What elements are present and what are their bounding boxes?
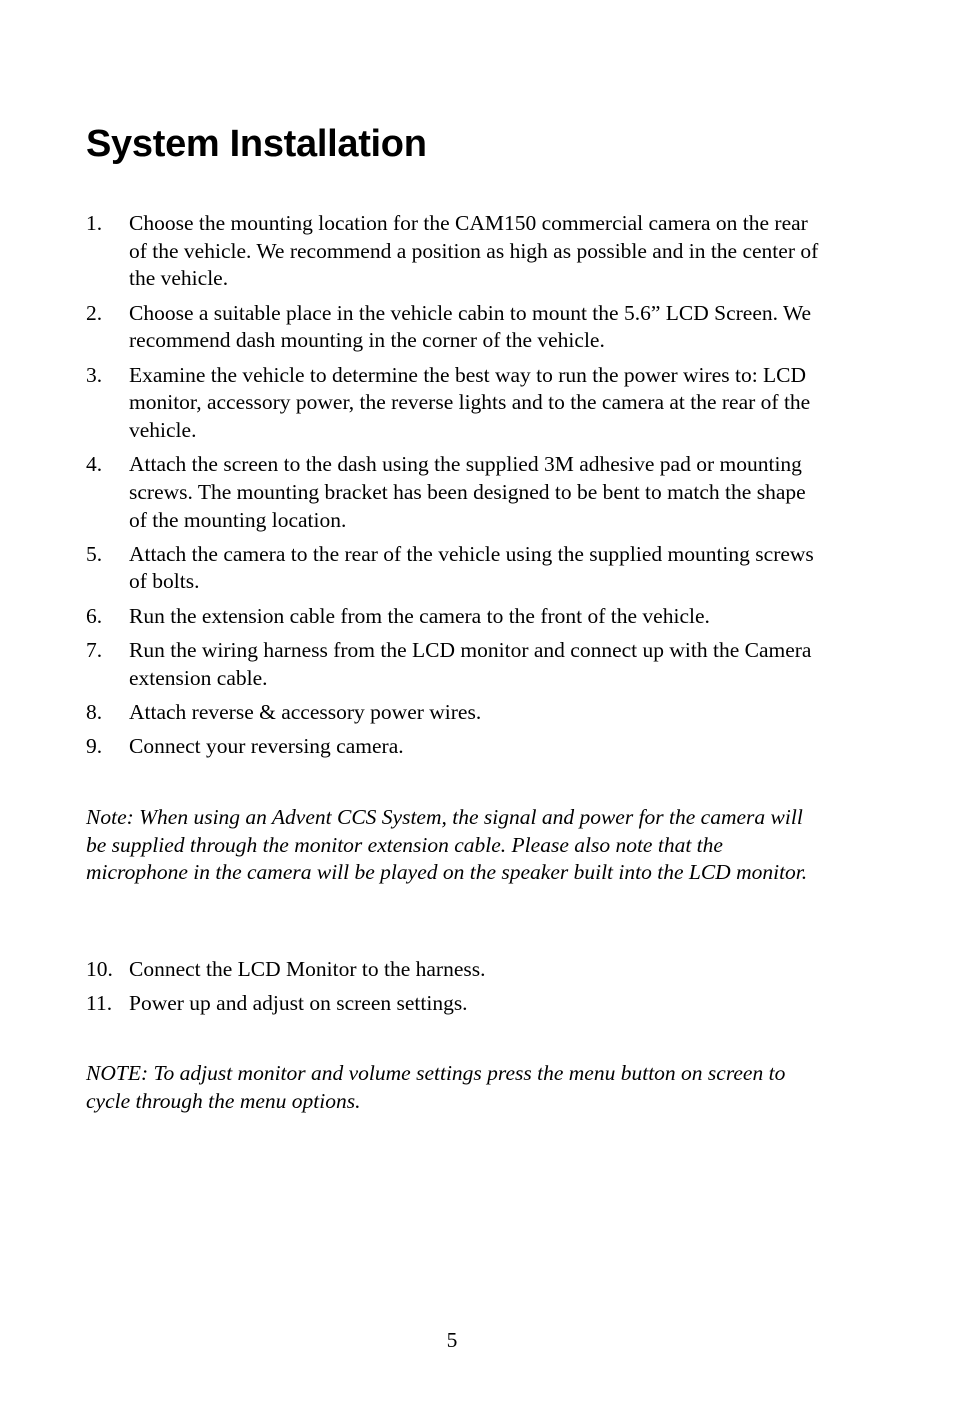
- step-number: 10.: [86, 957, 113, 981]
- step-number: 1.: [86, 211, 103, 235]
- step-text: Attach the screen to the dash using the supplied 3M adhesive pad or mounting screws. The mounting bracket has been designed to be bent to match the shape of the mounting location.: [129, 452, 806, 532]
- step-item: [86, 300, 826, 355]
- step-text: Connect the LCD Monitor to the harness.: [129, 957, 486, 981]
- step-number: 4.: [86, 452, 103, 477]
- step-item: [86, 699, 826, 727]
- step-item: [86, 990, 826, 1018]
- step-text: Attach reverse & accessory power wires.: [129, 699, 482, 724]
- ccs-system-note: Note: When using an Advent CCS System, the signal and power for the camera will be supplied through the monitor extension cable. Please also note that the microphone in the camera will be played on the speaker built into the LCD monitor.: [86, 805, 808, 885]
- step-item: [86, 637, 826, 692]
- page-number: 5: [446, 1328, 458, 1352]
- step-item: [86, 210, 826, 293]
- step-text: Power up and adjust on screen settings.: [129, 991, 468, 1016]
- installation-steps-list: [86, 210, 826, 767]
- step-number: 3.: [86, 362, 103, 387]
- step-number: 7.: [86, 637, 103, 662]
- step-number: 5.: [86, 541, 103, 566]
- step-number: 8.: [86, 699, 103, 724]
- step-item: [86, 956, 826, 984]
- step-item: [86, 541, 826, 596]
- step-text: Examine the vehicle to determine the best way to run the power wires to: LCD monitor, accessory power, the reverse lights and to the camera at the rear of the vehicle.: [129, 362, 811, 442]
- step-text: Attach the camera to the rear of the vehicle using the supplied mounting screws of bolts.: [129, 541, 814, 594]
- step-item: [86, 451, 826, 534]
- step-item: [86, 362, 826, 445]
- step-text: Choose the mounting location for the CAM150 commercial camera on the rear of the vehicle. We recommend a position as high as possible and in the center of the vehicle.: [129, 211, 819, 291]
- step-item: [86, 603, 826, 631]
- step-text: Run the wiring harness from the LCD monitor and connect up with the Camera extension cable.: [129, 637, 812, 690]
- step-number: 6.: [86, 603, 103, 628]
- page-title: System Installation: [86, 123, 427, 165]
- settings-note: NOTE: To adjust monitor and volume settings press the menu button on screen to cycle through the menu options.: [86, 1061, 786, 1113]
- final-steps-list: [86, 956, 826, 1024]
- step-number: 11.: [86, 991, 113, 1016]
- step-text: Run the extension cable from the camera to the front of the vehicle.: [129, 603, 710, 628]
- step-number: 2.: [86, 300, 103, 325]
- step-text: Connect your reversing camera.: [129, 733, 404, 758]
- step-number: 9.: [86, 733, 103, 758]
- step-text: Choose a suitable place in the vehicle cabin to mount the 5.6” LCD Screen. We recommend dash mounting in the corner of the vehicle.: [129, 300, 812, 353]
- step-item: [86, 733, 826, 761]
